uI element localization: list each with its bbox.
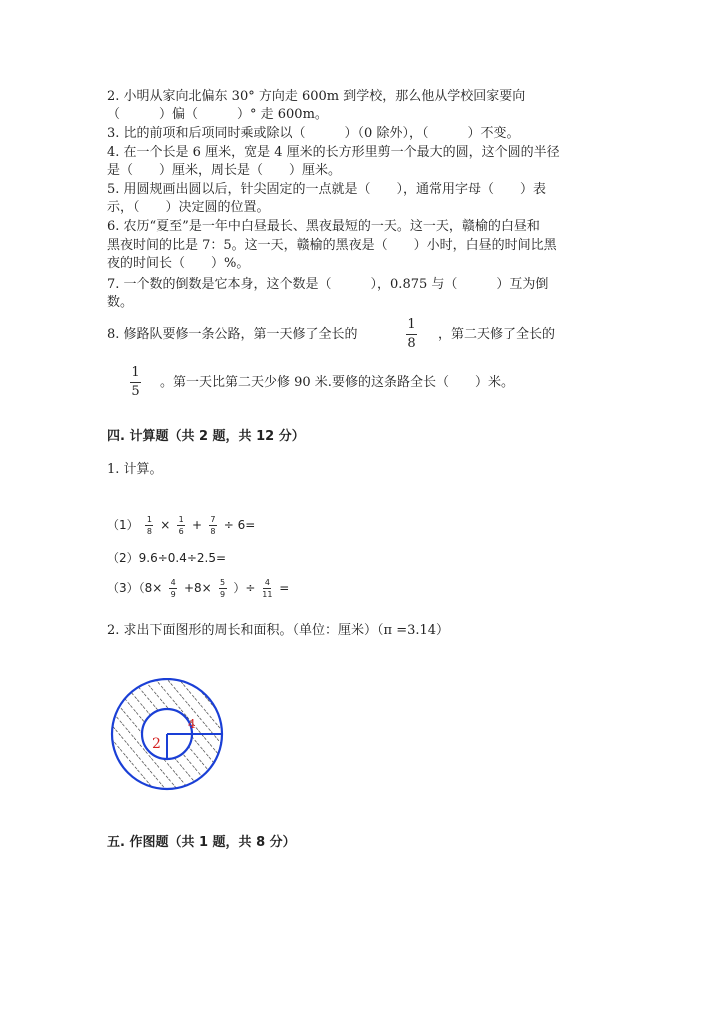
- annulus-figure: [107, 678, 227, 798]
- q8-fraction-2-num: 1: [131, 365, 140, 380]
- calc1-item3: [107, 576, 289, 600]
- calc1-item1-op1: ×: [160, 518, 171, 532]
- q2-line1: 2. 小明从家向北偏东 30° 方向走 600m 到学校，那么他从学校回家要向: [107, 89, 526, 104]
- q5-line1: 5. 用圆规画出圆以后，针尖固定的一点就是（ ），通常用字母（ ）表: [107, 182, 547, 197]
- q7-line2: 数。: [107, 295, 134, 310]
- section4-heading: 四. 计算题（共 2 题，共 12 分）: [107, 429, 305, 444]
- q8-line1a: 8. 修路队要修一条公路，第一天修了全长的: [107, 327, 358, 342]
- q8-fraction-2-den: 5: [131, 384, 140, 399]
- annulus-diagram: [107, 678, 227, 794]
- calc1-item1-tail: ÷ 6=: [223, 518, 256, 532]
- calc1-item2: （2）9.6÷0.4÷2.5=: [107, 551, 227, 565]
- inner-radius-label: 2: [152, 736, 161, 752]
- section5-heading: 五. 作图题（共 1 题，共 8 分）: [107, 835, 296, 850]
- calc1-item1-frac3: $\frac{7}{8}$: [210, 515, 216, 536]
- q8-fraction-1-den: 8: [407, 336, 416, 351]
- q4-line2: 是（ ）厘米，周长是（ ）厘米。: [107, 163, 342, 178]
- outer-radius-label: 4: [188, 717, 196, 731]
- q3-line: 3. 比的前项和后项同时乘或除以（ ）（0 除外），（ ）不变。: [107, 126, 520, 141]
- q8-line2: 。第一天比第二天少修 90 米.要修的这条路全长（ ）米。: [160, 375, 514, 390]
- calc1-item3-frac1: $\frac{4}{9}$: [170, 578, 176, 599]
- calc1-item1-prefix: （1）: [107, 518, 139, 532]
- calc1-item3-tail: =: [279, 581, 290, 595]
- q6-line3: 夜的时间长（ ）%。: [107, 256, 250, 271]
- calc1-item1-frac1: $\frac{1}{8}$: [146, 515, 153, 536]
- q8-fraction-1: [406, 318, 417, 351]
- q6-line1: 6. 农历“夏至”是一年中白昼最长、黑夜最短的一天。这一天，赣榆的白昼和: [107, 219, 540, 234]
- q2-line2: （ ）偏（ ）° 走 600m。: [107, 107, 328, 122]
- calc1-title: 1. 计算。: [107, 462, 163, 477]
- q8-fraction-1-num: 1: [407, 317, 416, 332]
- calc1-item3-frac2: $\frac{5}{9}$: [220, 578, 226, 599]
- calc1-item1: [107, 513, 255, 537]
- q6-line2: 黑夜时间的比是 7：5。这一天，赣榆的黑夜是（ ）小时，白昼的时间比黑: [107, 238, 557, 253]
- calc2-title: 2. 求出下面图形的周长和面积。（单位：厘米）（π =3.14）: [107, 623, 450, 638]
- calc1-item1-op2: +: [192, 518, 203, 532]
- calc1-item1-frac2: $\frac{1}{6}$: [178, 515, 184, 536]
- q4-line1: 4. 在一个长是 6 厘米，宽是 4 厘米的长方形里剪一个最大的圆，这个圆的半径: [107, 145, 560, 160]
- q5-line2: 示，（ ）决定圆的位置。: [107, 200, 270, 215]
- calc1-item3-mid2: ）÷: [233, 581, 256, 595]
- calc1-item3-frac3: $\frac{4}{11}$: [262, 578, 273, 599]
- calc1-item3-mid: +8×: [183, 581, 212, 595]
- calc1-item3-prefix: （3）（8×: [107, 581, 163, 595]
- q8-line1b: ，第二天修了全长的: [438, 327, 556, 342]
- q8-fraction-2: [130, 366, 141, 399]
- q7-line1: 7. 一个数的倒数是它本身，这个数是（ ），0.875 与（ ）互为倒: [107, 277, 549, 292]
